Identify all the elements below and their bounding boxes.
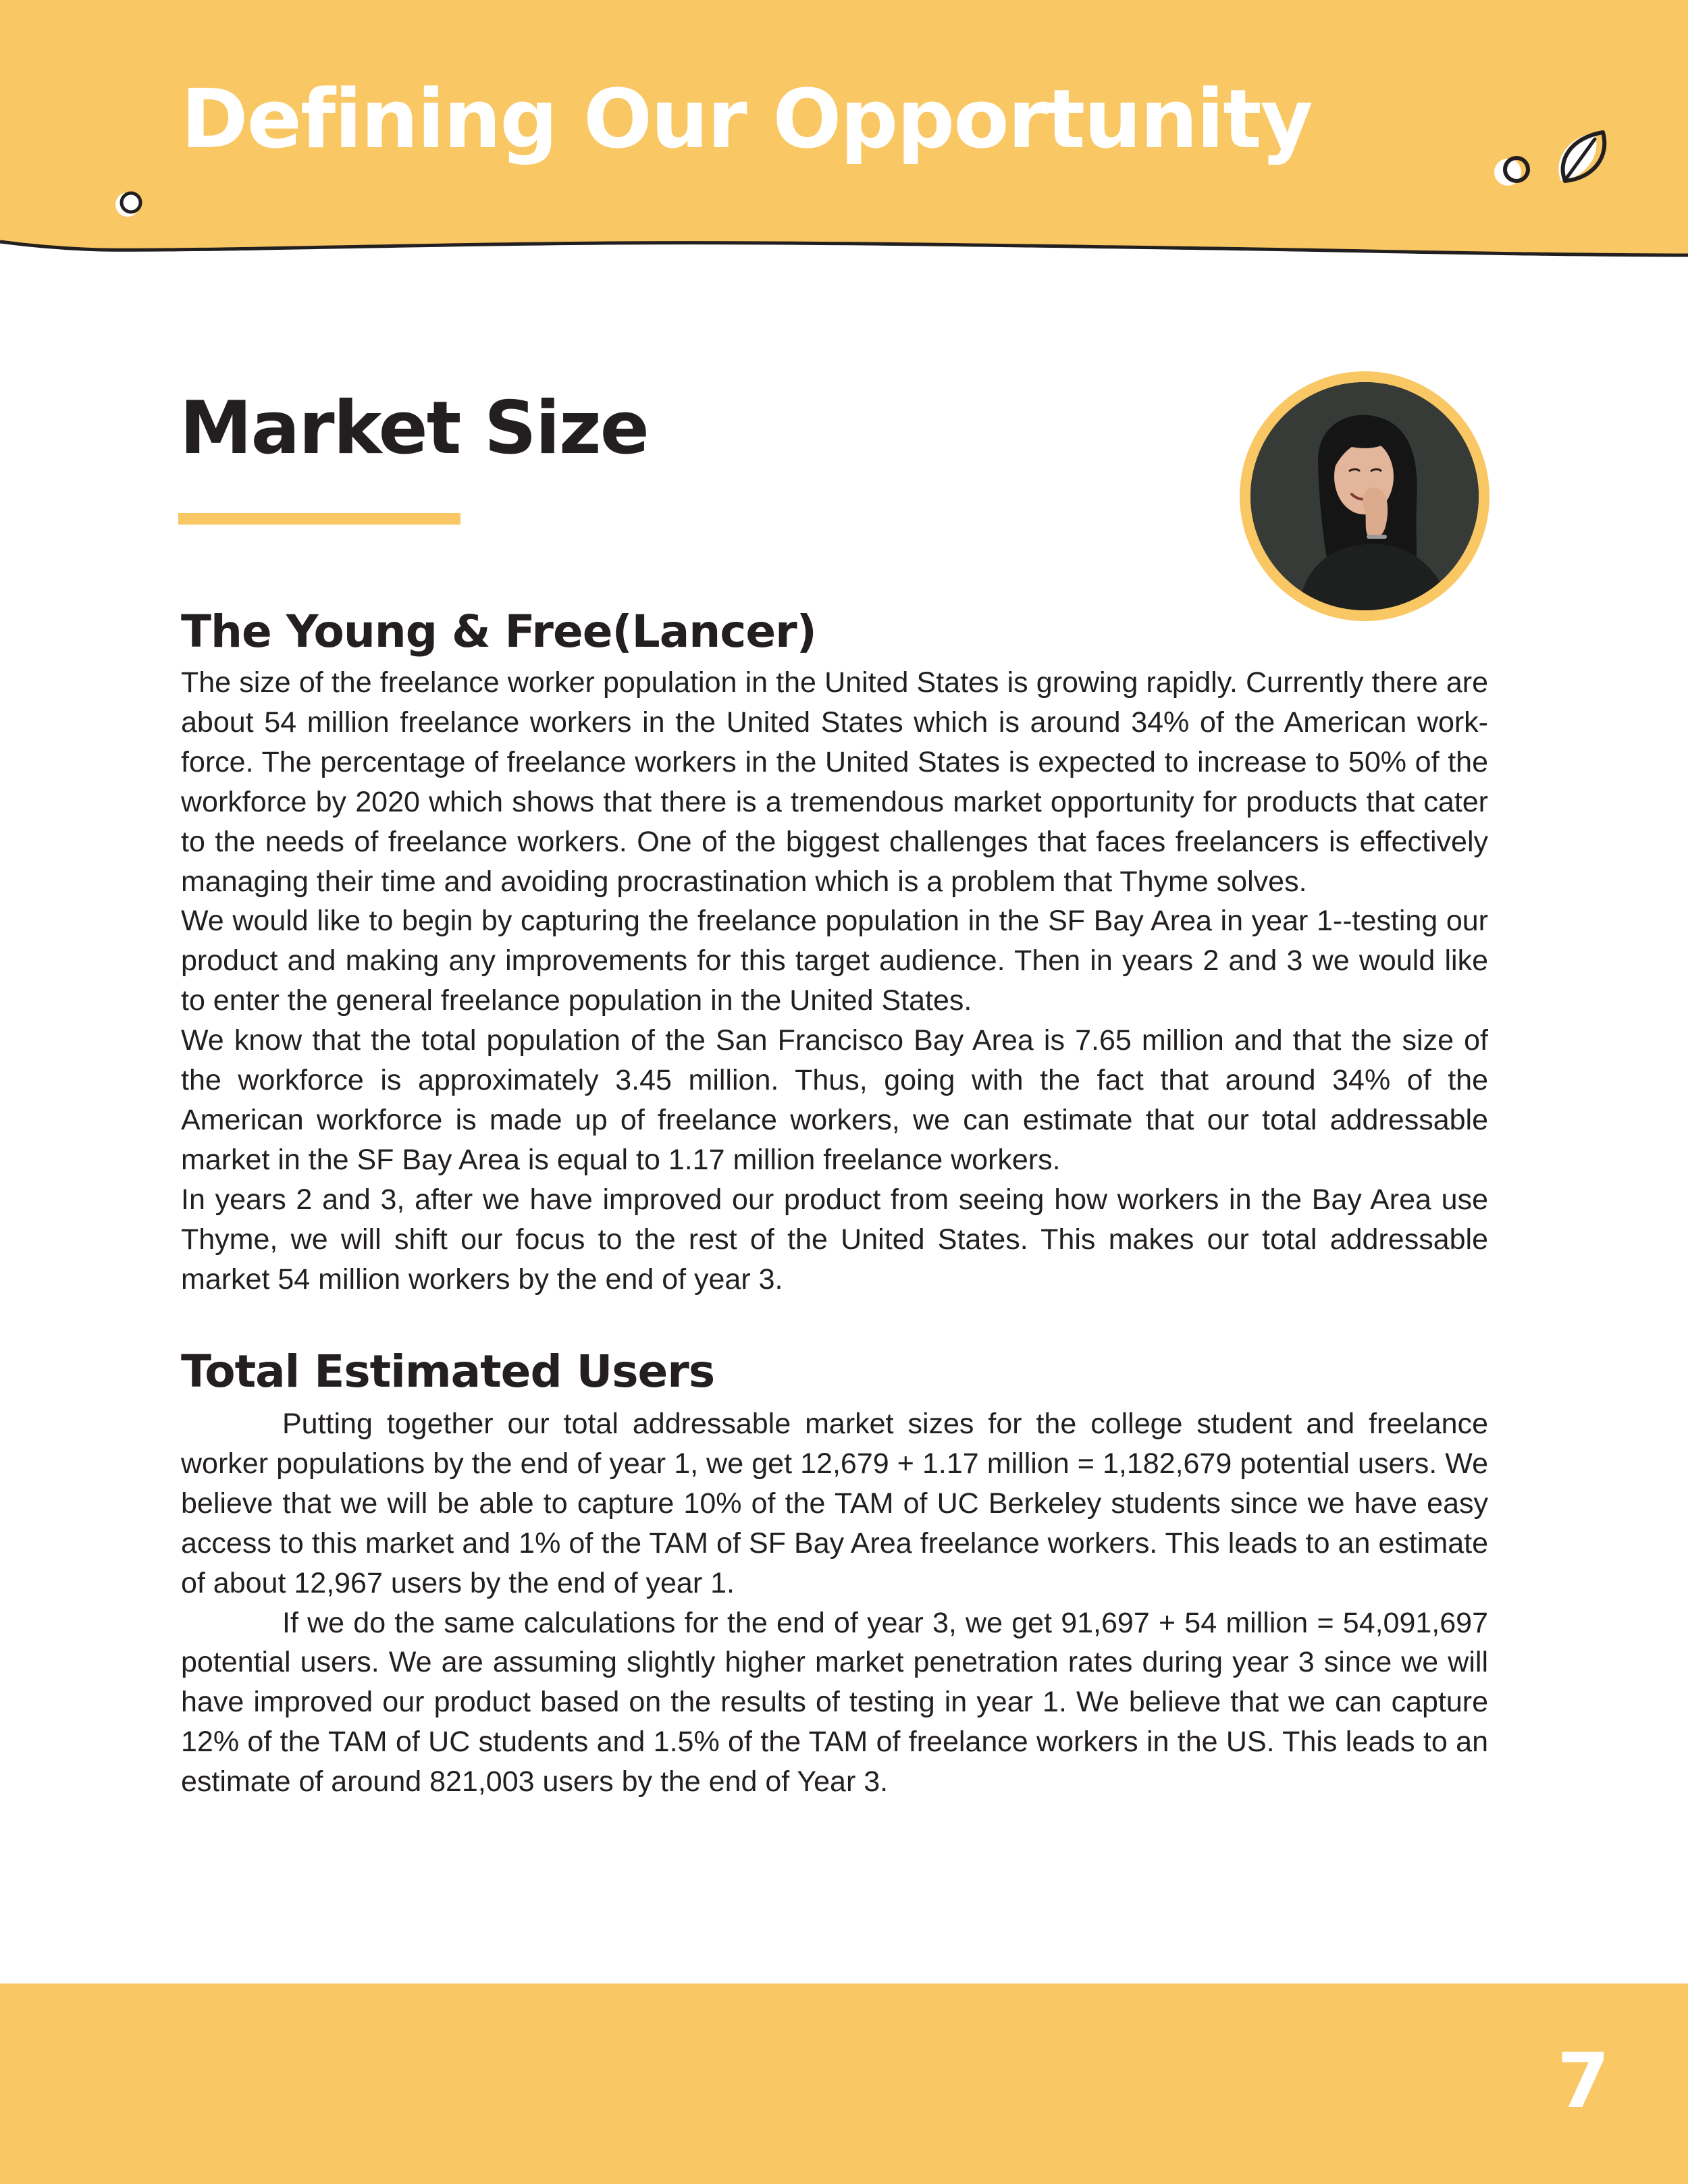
subheading-young-freelancer: The Young & Free(Lancer) xyxy=(181,606,816,658)
header-title: Defining Our Opportunity xyxy=(181,73,1312,167)
total-users-body xyxy=(181,1404,1488,1802)
page-number: 7 xyxy=(1557,2037,1610,2125)
paragraph: We know that the total population of the San Francisco Bay Area is 7.65 million and that the size of the workforce is approximately 3.45 million. Thus, going with the fact that around 34% of the American workforce is made up of freelance workers, we can estimate that our total addressable market in the SF Bay Area is equal to 1.17 million freelance workers. xyxy=(181,1024,1488,1176)
young-freelancer-body xyxy=(181,663,1488,1300)
paragraph: The size of the freelance worker population in the United States is growing rapidly. Currently there are about 54 million freelance workers in the United States which is around 34% of the American work-force. The percentage of freelance workers in the United States is expected to increase to 50% of the workforce by 2020 which shows that there is a tremendous market opportunity for products that cater to the needs of freelance workers. One of the biggest challenges that faces freelancers is effectively managing their time and avoiding procrastination which is a problem that Thyme solves. xyxy=(181,666,1488,898)
paragraph: In years 2 and 3, after we have improved our product from seeing how workers in the Bay Area use Thyme, we will shift our focus to the rest of the United States. This makes our total addressable market 54 million workers by the end of year 3. xyxy=(181,1183,1488,1296)
footer-band xyxy=(0,1983,1688,2184)
page-title: Market Size xyxy=(180,386,648,471)
subheading-total-users: Total Estimated Users xyxy=(181,1346,715,1397)
paragraph: If we do the same calculations for the end of year 3, we get 91,697 + 54 million = 54,091,697 potential users. We are assuming slightly higher market penetration rates during year 3 since we will have improved our product based on the results of testing in year 1. We believe that we can capture 12% of the TAM of UC students and 1.5% of the TAM of freelance workers in the US. This leads to an estimate of around 821,003 users by the end of Year 3. xyxy=(181,1606,1488,1799)
paragraph: Putting together our total addressable market sizes for the college student and freelance worker populations by the end of year 1, we get 12,679 + 1.17 million = 1,182,679 potential users. We believe that we will be able to capture 10% of the TAM of UC Berkeley students since we have easy access to this market and 1% of the TAM of SF Bay Area freelance workers. This leads to an estimate of about 12,967 users by the end of year 1. xyxy=(181,1408,1488,1599)
avatar xyxy=(1240,371,1489,621)
title-underline xyxy=(178,513,460,525)
person-photo-icon xyxy=(1250,382,1479,610)
paragraph: We would like to begin by capturing the freelance population in the SF Bay Area in year 1--testing our product and making any improvements for this target audience. Then in years 2 and 3 we would like to enter the general freelance population in the United States. xyxy=(181,905,1488,1017)
